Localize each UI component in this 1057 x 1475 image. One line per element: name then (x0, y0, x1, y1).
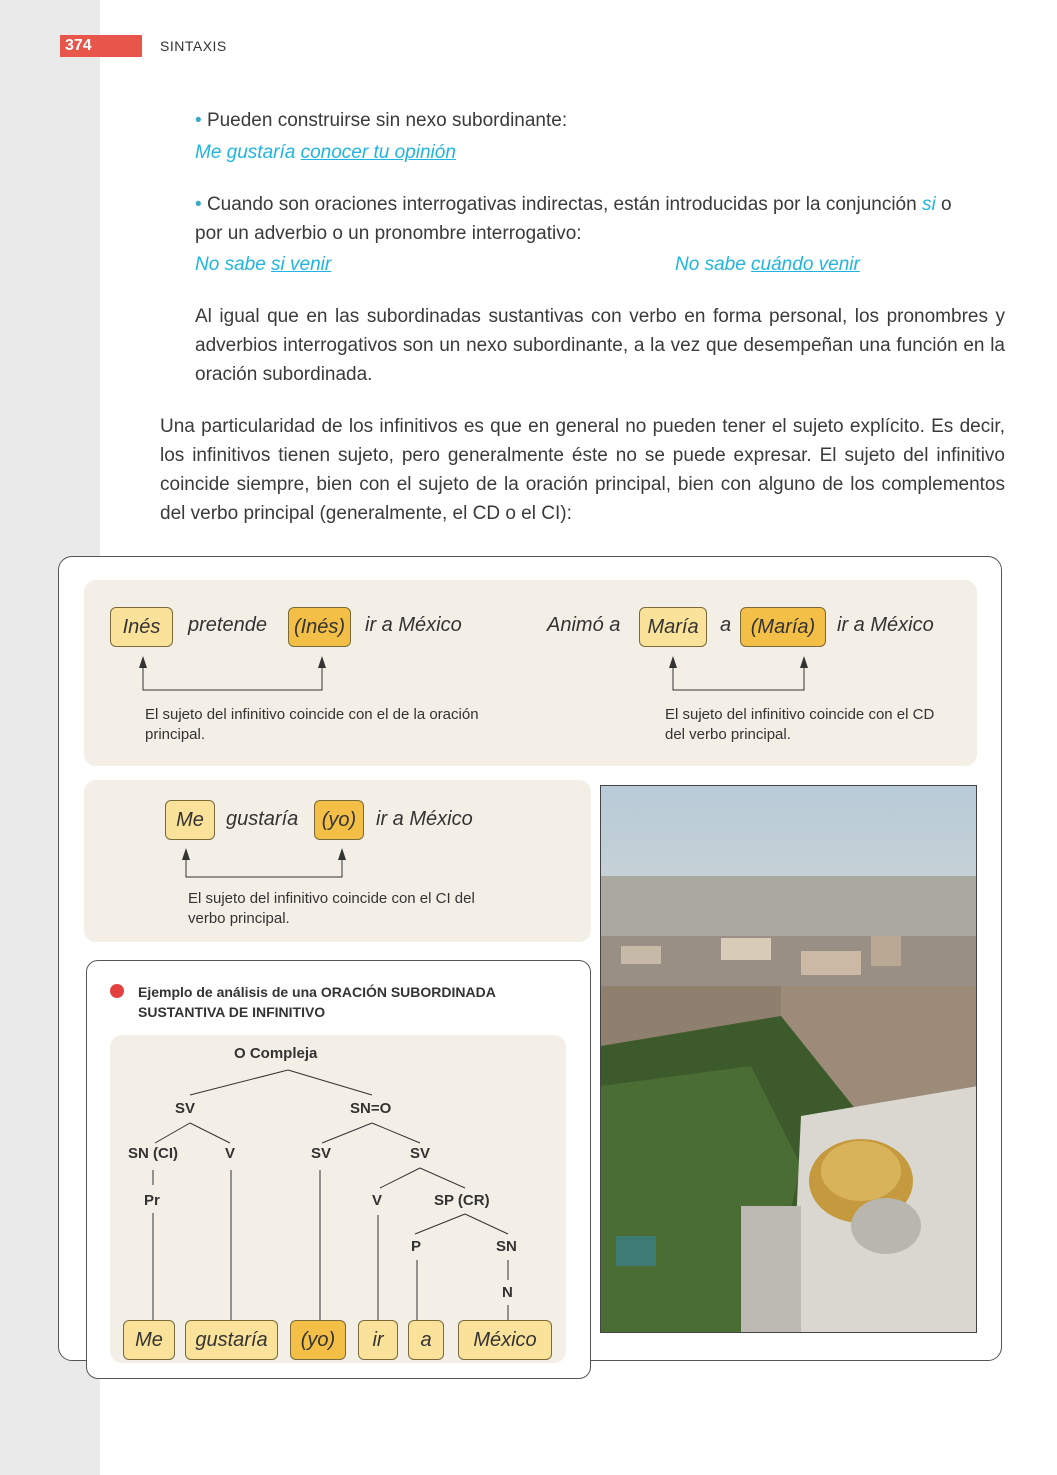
tree-word-yo: (yo) (290, 1320, 346, 1360)
word-pretende: pretende (188, 614, 267, 636)
tree-word-gustaria: gustaría (185, 1320, 278, 1360)
box-yo: (yo) (314, 800, 364, 840)
tree-node-sn: SN (496, 1238, 517, 1255)
bullet-2-si: si (921, 194, 936, 215)
tree-node-v: V (225, 1145, 236, 1162)
word-ir-a-mexico-2: ir a México (837, 614, 934, 636)
bullet-2-text-b: o (935, 194, 952, 215)
tree-node-sn-ci: SN (CI) (128, 1145, 178, 1162)
page-number: 374 (60, 35, 142, 57)
tree-node-pr: Pr (144, 1192, 160, 1209)
tree-node-sn-o: SN=O (350, 1100, 392, 1117)
bullet-2-text-line2: por un adverbio o un pronombre interrogativo: (195, 223, 582, 244)
arrow-up-icon (800, 656, 808, 668)
caption-3: El sujeto del infinitivo coincide con el CI del verbo principal. (188, 890, 475, 927)
word-ir-a-mexico-3: ir a México (376, 808, 473, 830)
arrow-up-icon (182, 848, 190, 860)
tree-node-sv: SV (175, 1100, 196, 1117)
tree-node-p: P (411, 1238, 422, 1255)
section-title: SINTAXIS (160, 38, 227, 54)
word-a: a (720, 614, 732, 636)
tree-word-ir: ir (358, 1320, 398, 1360)
box-maria-implicit: (María) (740, 607, 826, 647)
box-ines-implicit: (Inés) (288, 607, 351, 647)
example-opinion-pre: Me gustaría (195, 142, 301, 163)
tree-title-b: ORACIÓN SUBORDINADA SUSTANTIVA DE INFINITIVO (138, 984, 496, 1020)
word-gustaria: gustaría (226, 808, 299, 830)
example-cuando-venir-underlined: cuándo venir (751, 254, 860, 275)
word-ir-a-mexico-1: ir a México (365, 614, 462, 636)
caption-2: El sujeto del infinitivo coincide con el CD del verbo principal. (665, 706, 935, 743)
bullet-dot: • (195, 194, 202, 215)
tree-node-v-2: V (372, 1192, 383, 1209)
arrow-up-icon (669, 656, 677, 668)
box-maria: María (639, 607, 707, 647)
example-si-venir-underlined: si venir (271, 254, 332, 275)
example-opinion-underlined: conocer tu opinión (300, 142, 456, 163)
example-si-venir-pre: No sabe (195, 254, 272, 275)
box-ines: Inés (110, 607, 173, 647)
tree-node-sp-cr: SP (CR) (434, 1192, 490, 1209)
tree-word-mexico: México (458, 1320, 552, 1360)
box-me: Me (165, 800, 215, 840)
tree-node-sv-3: SV (410, 1145, 431, 1162)
bullet-2-text-a: Cuando son oraciones interrogativas indirectas, están introducidas por la conjunción (206, 194, 922, 215)
word-animo-a: Animó a (547, 614, 621, 636)
tree-node-root: O Compleja (234, 1045, 318, 1062)
bullet-1-text: Pueden construirse sin nexo subordinante: (206, 110, 568, 131)
arrow-up-icon (338, 848, 346, 860)
tree-word-me: Me (123, 1320, 175, 1360)
paragraph-2: Una particularidad de los infinitivos es que en general no pueden tener el sujeto explícito. Es decir, los infinitivos tienen sujeto, pero generalmente éste no se puede expresar. El sujeto del infinitivo coincide siempre, bien con el sujeto de la oración principal, bien con alguno de los complementos del verbo principal (generalmente, el CD o el CI): (160, 416, 1005, 524)
bullet-dot: • (195, 110, 202, 131)
tree-title-a: Ejemplo de análisis de una (138, 984, 321, 1000)
arrow-up-icon (139, 656, 147, 668)
tree-node-sv-2: SV (311, 1145, 332, 1162)
arrow-up-icon (318, 656, 326, 668)
caption-1: El sujeto del infinitivo coincide con el de la oración principal. (145, 706, 479, 743)
example-cuando-venir-pre: No sabe (675, 254, 752, 275)
tree-word-a: a (408, 1320, 444, 1360)
paragraph-1: Al igual que en las subordinadas sustantivas con verbo en forma personal, los pronombres y adverbios interrogativos son un nexo subordinante, a la vez que desempeñan una función en la oración subordinada. (195, 306, 1005, 385)
tree-node-n: N (502, 1284, 513, 1301)
